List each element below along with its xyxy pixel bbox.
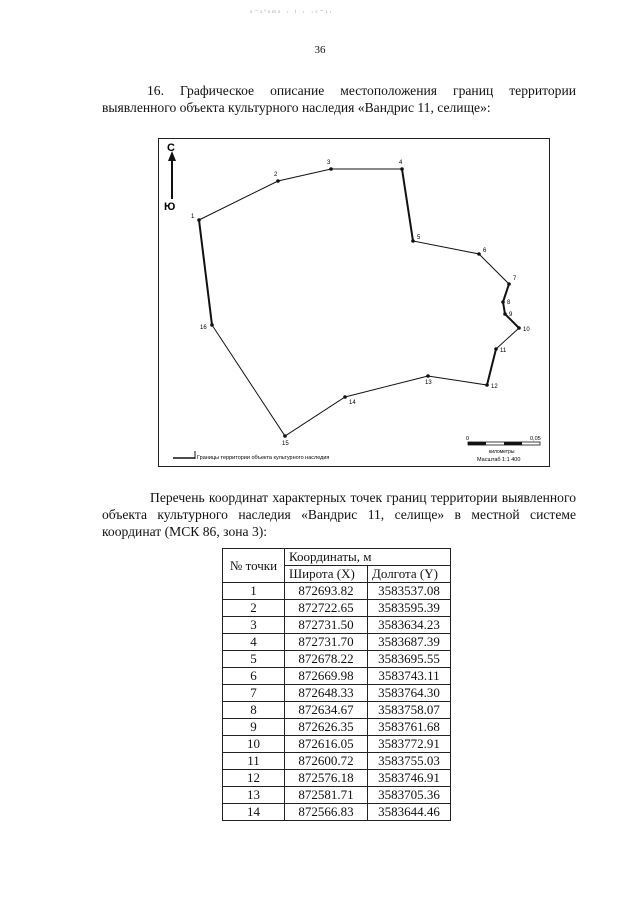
table-row <box>223 736 451 753</box>
cell-latitude: 872648.33 <box>285 685 368 702</box>
boundary-point-label: 2 <box>274 172 278 178</box>
cell-longitude: 3583537.08 <box>368 583 451 600</box>
boundary-point <box>210 323 214 327</box>
cell-point-number: 5 <box>223 651 285 668</box>
boundary-point <box>485 383 489 387</box>
table-row <box>223 702 451 719</box>
boundary-point-label: 7 <box>513 276 517 282</box>
cell-latitude: 872576.18 <box>285 770 368 787</box>
boundary-segment <box>487 349 496 385</box>
boundary-point <box>426 374 430 378</box>
cell-point-number: 7 <box>223 685 285 702</box>
boundary-segment <box>503 302 505 314</box>
boundary-point <box>276 179 280 183</box>
cell-longitude: 3583634.23 <box>368 617 451 634</box>
boundary-point-label: 13 <box>425 380 432 386</box>
cell-longitude: 3583705.36 <box>368 787 451 804</box>
coords-intro: Перечень координат характерных точек границ территории выявленного объекта культурного наследия «Вандрис 11, селище» в местной системе координат (МСК 86, зона 3): <box>102 490 576 539</box>
cell-point-number: 4 <box>223 634 285 651</box>
cell-latitude: 872678.22 <box>285 651 368 668</box>
header-longitude: Долгота (Y) <box>368 566 451 583</box>
scale-zero: 0 <box>466 436 470 442</box>
north-label: С <box>167 142 175 154</box>
header-latitude: Широта (X) <box>285 566 368 583</box>
table-row <box>223 651 451 668</box>
boundary-point <box>411 239 415 243</box>
table-row <box>223 770 451 787</box>
boundary-map-canvas <box>159 139 551 468</box>
boundary-point <box>503 312 507 316</box>
cell-longitude: 3583644.46 <box>368 804 451 821</box>
territory-boundary <box>199 169 519 436</box>
cell-point-number: 2 <box>223 600 285 617</box>
section-number: 16. <box>147 83 164 98</box>
cell-point-number: 11 <box>223 753 285 770</box>
cell-latitude: 872600.72 <box>285 753 368 770</box>
boundary-point <box>494 347 498 351</box>
scale-ratio: Масштаб 1:1 400 <box>477 457 521 463</box>
legend-label: Границы территории объекта культурного наследия <box>197 455 330 461</box>
south-label: Ю <box>164 201 176 213</box>
boundary-point <box>400 167 404 171</box>
boundary-segment <box>199 220 212 325</box>
cell-longitude: 3583746.91 <box>368 770 451 787</box>
boundary-point-label: 16 <box>200 325 207 331</box>
boundary-point-label: 6 <box>483 248 487 254</box>
cell-longitude: 3583764.30 <box>368 685 451 702</box>
header-coordinates: Координаты, м <box>285 549 451 566</box>
boundary-point-label: 1 <box>191 214 195 220</box>
map-legend <box>173 451 329 461</box>
table-row <box>223 634 451 651</box>
cell-longitude: 3583687.39 <box>368 634 451 651</box>
table-header-row <box>223 549 451 566</box>
cell-point-number: 12 <box>223 770 285 787</box>
boundary-point-label: 8 <box>507 300 511 306</box>
table-row <box>223 753 451 770</box>
boundary-point <box>477 252 481 256</box>
table-row <box>223 583 451 600</box>
boundary-point-label: 9 <box>509 312 513 318</box>
cell-point-number: 1 <box>223 583 285 600</box>
header-point-number: № точки <box>223 549 285 583</box>
boundary-point <box>507 282 511 286</box>
page-number: 36 <box>314 44 326 56</box>
north-arrow-icon <box>164 142 176 213</box>
cell-latitude: 872731.70 <box>285 634 368 651</box>
boundary-point-label: 11 <box>500 348 507 354</box>
boundary-map <box>158 138 550 467</box>
table-row <box>223 685 451 702</box>
boundary-point-label: 14 <box>349 400 356 406</box>
boundary-layer <box>191 160 530 447</box>
boundary-segment <box>402 169 413 241</box>
boundary-point <box>501 300 505 304</box>
scale-unit: километры <box>489 449 515 455</box>
scale-max: 0,05 <box>530 436 541 442</box>
cell-latitude: 872616.05 <box>285 736 368 753</box>
cell-point-number: 9 <box>223 719 285 736</box>
cell-latitude: 872693.82 <box>285 583 368 600</box>
table-row <box>223 600 451 617</box>
cell-longitude: 3583772.91 <box>368 736 451 753</box>
cell-point-number: 13 <box>223 787 285 804</box>
boundary-point <box>197 218 201 222</box>
cell-latitude: 872731.50 <box>285 617 368 634</box>
table-row <box>223 668 451 685</box>
cell-longitude: 3583758.07 <box>368 702 451 719</box>
boundary-point <box>517 326 521 330</box>
section-title: Графическое описание местоположения границ территории выявленного объекта культурного наследия «Вандрис 11, селище»: <box>102 83 576 115</box>
cell-longitude: 3583743.11 <box>368 668 451 685</box>
cell-longitude: 3583761.68 <box>368 719 451 736</box>
cell-latitude: 872581.71 <box>285 787 368 804</box>
table-row <box>223 804 451 821</box>
boundary-point <box>329 167 333 171</box>
table-row <box>223 787 451 804</box>
cell-point-number: 14 <box>223 804 285 821</box>
boundary-point-label: 3 <box>327 160 331 166</box>
cell-point-number: 3 <box>223 617 285 634</box>
boundary-point-label: 5 <box>417 235 421 241</box>
cell-longitude: 3583695.55 <box>368 651 451 668</box>
boundary-point <box>343 395 347 399</box>
cell-latitude: 872626.35 <box>285 719 368 736</box>
boundary-point-label: 4 <box>399 160 403 166</box>
cell-longitude: 3583595.39 <box>368 600 451 617</box>
cell-point-number: 6 <box>223 668 285 685</box>
boundary-point-label: 10 <box>523 327 530 333</box>
cell-latitude: 872722.65 <box>285 600 368 617</box>
boundary-point-label: 15 <box>282 441 289 447</box>
scan-noise: ᵒ⁻ˢ'ᵒᵐᵒ · ˡ · ·ᶜ⁻ᵗ· <box>250 8 334 17</box>
boundary-point-label: 12 <box>491 384 498 390</box>
cell-latitude: 872669.98 <box>285 668 368 685</box>
cell-point-number: 10 <box>223 736 285 753</box>
boundary-point <box>283 434 287 438</box>
cell-latitude: 872566.83 <box>285 804 368 821</box>
cell-latitude: 872634.67 <box>285 702 368 719</box>
table-row <box>223 617 451 634</box>
cell-longitude: 3583755.03 <box>368 753 451 770</box>
section-heading <box>102 82 576 116</box>
cell-point-number: 8 <box>223 702 285 719</box>
table-row <box>223 719 451 736</box>
scale-bar <box>466 436 541 463</box>
table-body <box>223 583 451 821</box>
coordinates-table <box>222 548 451 821</box>
